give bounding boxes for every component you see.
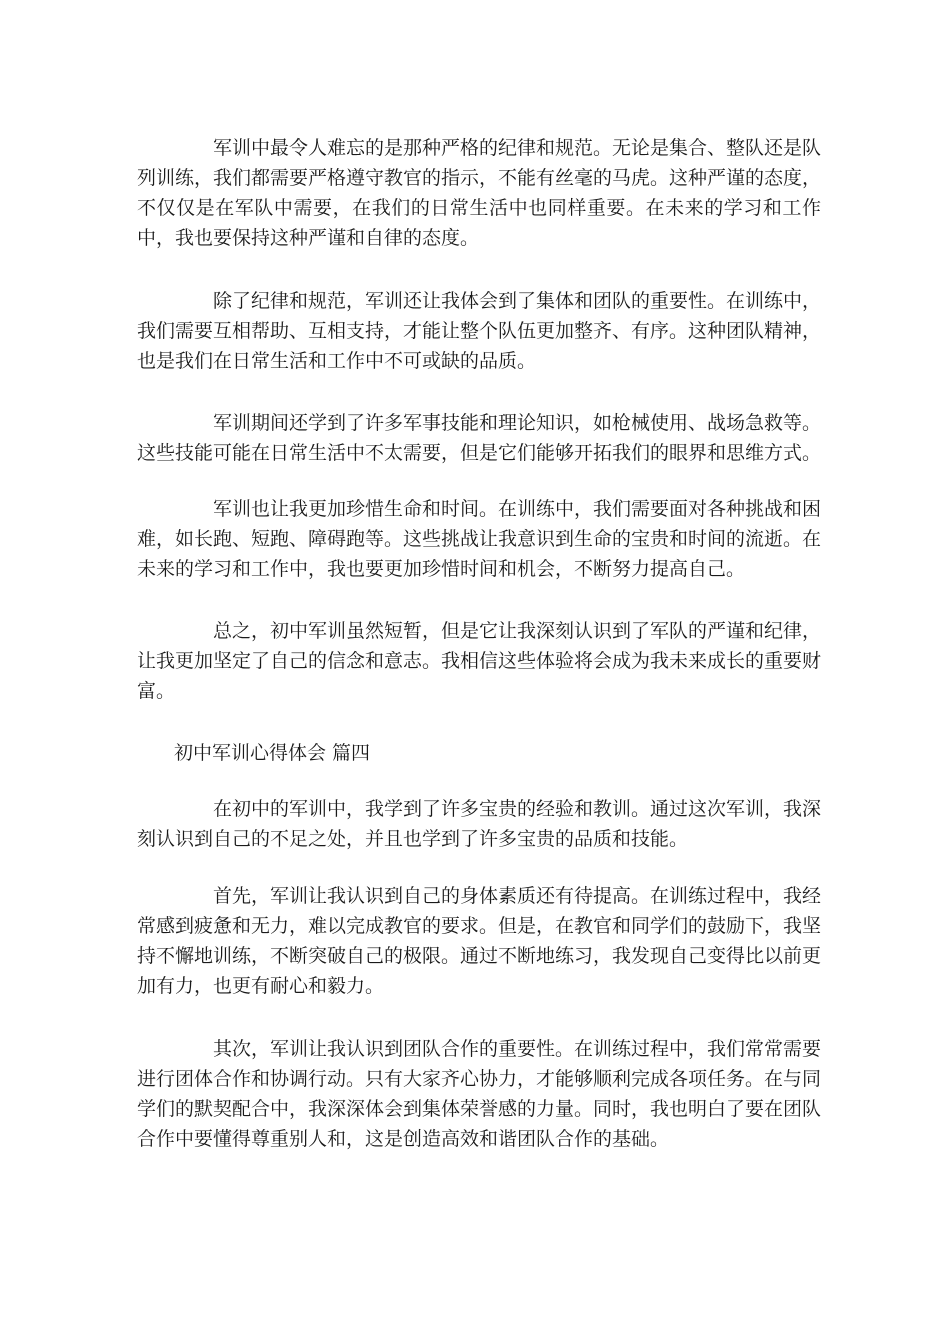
paragraph-physical-fitness: 首先，军训让我认识到自己的身体素质还有待提高。在训练过程中，我经常感到疲惫和无力，难以完成教官的要求。但是，在教官和同学们的鼓励下，我坚持不懈地训练，不断突破自己的极限。通过不断地练习，我发现自己变得比以前更加有力，也更有耐心和毅力。 [137, 885, 822, 997]
paragraph-cherish-life: 军训也让我更加珍惜生命和时间。在训练中，我们需要面对各种挑战和困难，如长跑、短跑、障碍跑等。这些挑战让我意识到生命的宝贵和时间的流逝。在未来的学习和工作中，我也要更加珍惜时间和机会，不断努力提高自己。 [137, 498, 822, 580]
paragraph-lessons-learned: 在初中的军训中，我学到了许多宝贵的经验和教训。通过这次军训，我深刻认识到自己的不足之处，并且也学到了许多宝贵的品质和技能。 [137, 798, 822, 850]
paragraph-discipline: 军训中最令人难忘的是那种严格的纪律和规范。无论是集合、整队还是队列训练，我们都需要严格遵守教官的指示，不能有丝毫的马虎。这种严谨的态度，不仅仅是在军队中需要，在我们的日常生活中也同样重要。在未来的学习和工作中，我也要保持这种严谨和自律的态度。 [137, 137, 822, 249]
paragraph-team-cooperation: 其次，军训让我认识到团队合作的重要性。在训练过程中，我们常常需要进行团体合作和协调行动。只有大家齐心协力，才能够顺利完成各项任务。在与同学们的默契配合中，我深深体会到集体荣誉感的力量。同时，我也明白了要在团队合作中要懂得尊重别人和，这是创造高效和谐团队合作的基础。 [137, 1038, 822, 1150]
paragraph-teamwork-spirit: 除了纪律和规范，军训还让我体会到了集体和团队的重要性。在训练中，我们需要互相帮助、互相支持，才能让整个队伍更加整齐、有序。这种团队精神，也是我们在日常生活和工作中不可或缺的品质。 [137, 290, 822, 372]
section-heading: 初中军训心得体会 篇四 [174, 742, 371, 764]
paragraph-conclusion: 总之，初中军训虽然短暂，但是它让我深刻认识到了军队的严谨和纪律，让我更加坚定了自己的信念和意志。我相信这些体验将会成为我未来成长的重要财富。 [137, 620, 822, 702]
paragraph-military-skills: 军训期间还学到了许多军事技能和理论知识，如枪械使用、战场急救等。这些技能可能在日常生活中不太需要，但是它们能够开拓我们的眼界和思维方式。 [137, 412, 822, 464]
